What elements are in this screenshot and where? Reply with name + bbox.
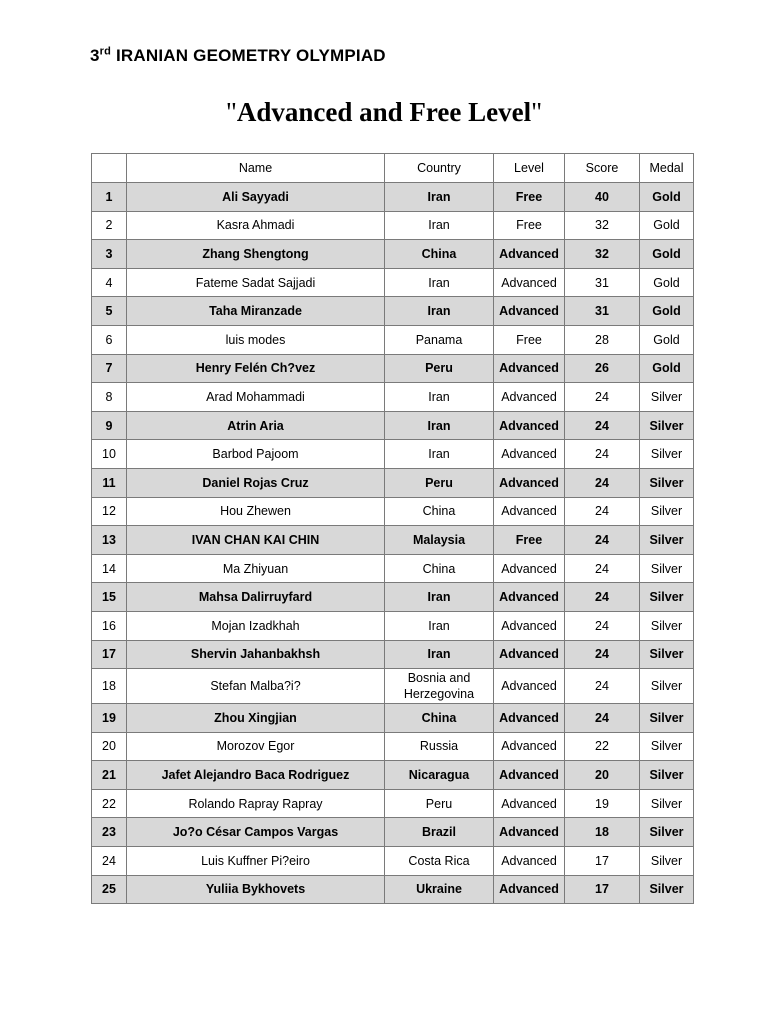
rank-cell: 5 xyxy=(92,297,127,326)
score-cell: 24 xyxy=(565,669,640,704)
country-cell: Malaysia xyxy=(385,526,494,555)
score-cell: 18 xyxy=(565,818,640,847)
table-row xyxy=(92,383,694,412)
rank-cell: 20 xyxy=(92,732,127,761)
table-row xyxy=(92,240,694,269)
table-row xyxy=(92,268,694,297)
score-cell: 20 xyxy=(565,761,640,790)
level-cell: Advanced xyxy=(494,240,565,269)
table-row xyxy=(92,640,694,669)
column-header-name: Name xyxy=(127,154,385,183)
medal-cell: Silver xyxy=(640,669,694,704)
table-row xyxy=(92,211,694,240)
rank-cell: 21 xyxy=(92,761,127,790)
medal-cell: Silver xyxy=(640,640,694,669)
medal-cell: Gold xyxy=(640,268,694,297)
level-cell: Advanced xyxy=(494,497,565,526)
score-cell: 24 xyxy=(565,468,640,497)
name-cell: Stefan Malba?i? xyxy=(127,669,385,704)
medal-cell: Silver xyxy=(640,440,694,469)
level-cell: Advanced xyxy=(494,669,565,704)
table-row xyxy=(92,875,694,904)
rank-cell: 25 xyxy=(92,875,127,904)
score-cell: 24 xyxy=(565,497,640,526)
name-cell: Jo?o César Campos Vargas xyxy=(127,818,385,847)
name-cell: Taha Miranzade xyxy=(127,297,385,326)
country-cell: China xyxy=(385,497,494,526)
name-cell: Daniel Rojas Cruz xyxy=(127,468,385,497)
level-cell: Advanced xyxy=(494,761,565,790)
rank-cell: 13 xyxy=(92,526,127,555)
rank-cell: 1 xyxy=(92,183,127,212)
column-header-country: Country xyxy=(385,154,494,183)
medal-cell: Silver xyxy=(640,554,694,583)
score-cell: 24 xyxy=(565,640,640,669)
name-cell: Mahsa Dalirruyfard xyxy=(127,583,385,612)
level-cell: Advanced xyxy=(494,583,565,612)
medal-cell: Silver xyxy=(640,818,694,847)
table-header-row xyxy=(92,154,694,183)
country-cell: Peru xyxy=(385,789,494,818)
name-cell: Zhou Xingjian xyxy=(127,704,385,733)
table-row xyxy=(92,761,694,790)
column-header-medal: Medal xyxy=(640,154,694,183)
rank-cell: 7 xyxy=(92,354,127,383)
name-cell: IVAN CHAN KAI CHIN xyxy=(127,526,385,555)
medal-cell: Silver xyxy=(640,468,694,497)
country-cell: China xyxy=(385,554,494,583)
country-cell: Iran xyxy=(385,611,494,640)
table-row xyxy=(92,183,694,212)
table-row xyxy=(92,789,694,818)
ordinal-number: 3 xyxy=(90,46,100,65)
medal-cell: Silver xyxy=(640,761,694,790)
country-cell: Bosnia and Herzegovina xyxy=(385,669,494,704)
medal-cell: Silver xyxy=(640,704,694,733)
results-body xyxy=(92,183,694,904)
country-cell: Iran xyxy=(385,411,494,440)
title-open-quote: " xyxy=(225,97,237,127)
level-cell: Advanced xyxy=(494,383,565,412)
name-cell: luis modes xyxy=(127,325,385,354)
score-cell: 24 xyxy=(565,611,640,640)
score-cell: 40 xyxy=(565,183,640,212)
name-cell: Atrin Aria xyxy=(127,411,385,440)
title-close-quote: " xyxy=(531,97,543,127)
score-cell: 17 xyxy=(565,875,640,904)
page-title xyxy=(0,97,768,128)
table-row xyxy=(92,325,694,354)
medal-cell: Silver xyxy=(640,497,694,526)
score-cell: 24 xyxy=(565,583,640,612)
rank-cell: 14 xyxy=(92,554,127,583)
medal-cell: Gold xyxy=(640,183,694,212)
rank-cell: 16 xyxy=(92,611,127,640)
country-cell: Peru xyxy=(385,354,494,383)
country-cell: Iran xyxy=(385,640,494,669)
score-cell: 32 xyxy=(565,211,640,240)
country-cell: Iran xyxy=(385,268,494,297)
level-cell: Advanced xyxy=(494,297,565,326)
rank-cell: 3 xyxy=(92,240,127,269)
medal-cell: Silver xyxy=(640,411,694,440)
level-cell: Advanced xyxy=(494,554,565,583)
table-row xyxy=(92,440,694,469)
score-cell: 24 xyxy=(565,383,640,412)
table-row xyxy=(92,669,694,704)
country-cell: Costa Rica xyxy=(385,847,494,876)
name-cell: Barbod Pajoom xyxy=(127,440,385,469)
medal-cell: Silver xyxy=(640,383,694,412)
level-cell: Free xyxy=(494,325,565,354)
table-row xyxy=(92,354,694,383)
country-cell: Iran xyxy=(385,183,494,212)
score-cell: 32 xyxy=(565,240,640,269)
rank-cell: 8 xyxy=(92,383,127,412)
medal-cell: Gold xyxy=(640,325,694,354)
level-cell: Free xyxy=(494,526,565,555)
level-cell: Free xyxy=(494,183,565,212)
name-cell: Fateme Sadat Sajjadi xyxy=(127,268,385,297)
name-cell: Morozov Egor xyxy=(127,732,385,761)
country-cell: Iran xyxy=(385,440,494,469)
name-cell: Zhang Shengtong xyxy=(127,240,385,269)
title-text: Advanced and Free Level xyxy=(236,97,532,127)
rank-cell: 12 xyxy=(92,497,127,526)
ordinal-suffix: rd xyxy=(99,45,112,58)
rank-cell: 11 xyxy=(92,468,127,497)
level-cell: Advanced xyxy=(494,354,565,383)
table-row xyxy=(92,297,694,326)
rank-cell: 19 xyxy=(92,704,127,733)
score-cell: 24 xyxy=(565,554,640,583)
level-cell: Advanced xyxy=(494,468,565,497)
table-row xyxy=(92,468,694,497)
score-cell: 19 xyxy=(565,789,640,818)
level-cell: Advanced xyxy=(494,818,565,847)
medal-cell: Silver xyxy=(640,611,694,640)
table-row xyxy=(92,526,694,555)
name-cell: Luis Kuffner Pi?eiro xyxy=(127,847,385,876)
table-row xyxy=(92,818,694,847)
table-row xyxy=(92,704,694,733)
level-cell: Advanced xyxy=(494,640,565,669)
level-cell: Advanced xyxy=(494,440,565,469)
level-cell: Advanced xyxy=(494,847,565,876)
score-cell: 31 xyxy=(565,297,640,326)
rank-cell: 15 xyxy=(92,583,127,612)
country-cell: Iran xyxy=(385,383,494,412)
name-cell: Jafet Alejandro Baca Rodriguez xyxy=(127,761,385,790)
country-cell: China xyxy=(385,704,494,733)
score-cell: 24 xyxy=(565,704,640,733)
olympiad-heading xyxy=(90,46,386,66)
rank-cell: 24 xyxy=(92,847,127,876)
level-cell: Advanced xyxy=(494,875,565,904)
score-cell: 28 xyxy=(565,325,640,354)
country-cell: China xyxy=(385,240,494,269)
table-row xyxy=(92,732,694,761)
country-cell: Iran xyxy=(385,583,494,612)
score-cell: 22 xyxy=(565,732,640,761)
score-cell: 24 xyxy=(565,411,640,440)
score-cell: 31 xyxy=(565,268,640,297)
level-cell: Advanced xyxy=(494,268,565,297)
medal-cell: Silver xyxy=(640,732,694,761)
name-cell: Hou Zhewen xyxy=(127,497,385,526)
name-cell: Yuliia Bykhovets xyxy=(127,875,385,904)
country-cell: Nicaragua xyxy=(385,761,494,790)
name-cell: Shervin Jahanbakhsh xyxy=(127,640,385,669)
name-cell: Arad Mohammadi xyxy=(127,383,385,412)
rank-cell: 4 xyxy=(92,268,127,297)
rank-cell: 23 xyxy=(92,818,127,847)
score-cell: 24 xyxy=(565,526,640,555)
country-cell: Brazil xyxy=(385,818,494,847)
medal-cell: Gold xyxy=(640,240,694,269)
column-header-score: Score xyxy=(565,154,640,183)
results-table xyxy=(91,153,694,904)
rank-cell: 22 xyxy=(92,789,127,818)
level-cell: Advanced xyxy=(494,789,565,818)
score-cell: 24 xyxy=(565,440,640,469)
table-row xyxy=(92,497,694,526)
table-row xyxy=(92,847,694,876)
score-cell: 26 xyxy=(565,354,640,383)
table-row xyxy=(92,554,694,583)
column-header-level: Level xyxy=(494,154,565,183)
country-cell: Russia xyxy=(385,732,494,761)
level-cell: Advanced xyxy=(494,732,565,761)
score-cell: 17 xyxy=(565,847,640,876)
medal-cell: Silver xyxy=(640,583,694,612)
medal-cell: Silver xyxy=(640,875,694,904)
rank-cell: 17 xyxy=(92,640,127,669)
country-cell: Panama xyxy=(385,325,494,354)
country-cell: Ukraine xyxy=(385,875,494,904)
level-cell: Free xyxy=(494,211,565,240)
name-cell: Henry Felén Ch?vez xyxy=(127,354,385,383)
name-cell: Rolando Rapray Rapray xyxy=(127,789,385,818)
level-cell: Advanced xyxy=(494,704,565,733)
rank-cell: 9 xyxy=(92,411,127,440)
column-header-index xyxy=(92,154,127,183)
medal-cell: Gold xyxy=(640,297,694,326)
level-cell: Advanced xyxy=(494,611,565,640)
rank-cell: 10 xyxy=(92,440,127,469)
name-cell: Ma Zhiyuan xyxy=(127,554,385,583)
level-cell: Advanced xyxy=(494,411,565,440)
rank-cell: 2 xyxy=(92,211,127,240)
medal-cell: Silver xyxy=(640,526,694,555)
event-name: IRANIAN GEOMETRY OLYMPIAD xyxy=(116,46,386,65)
medal-cell: Silver xyxy=(640,789,694,818)
name-cell: Kasra Ahmadi xyxy=(127,211,385,240)
table-row xyxy=(92,411,694,440)
table-row xyxy=(92,611,694,640)
rank-cell: 18 xyxy=(92,669,127,704)
country-cell: Peru xyxy=(385,468,494,497)
table-row xyxy=(92,583,694,612)
medal-cell: Gold xyxy=(640,211,694,240)
medal-cell: Silver xyxy=(640,847,694,876)
country-cell: Iran xyxy=(385,211,494,240)
name-cell: Ali Sayyadi xyxy=(127,183,385,212)
medal-cell: Gold xyxy=(640,354,694,383)
name-cell: Mojan Izadkhah xyxy=(127,611,385,640)
rank-cell: 6 xyxy=(92,325,127,354)
country-cell: Iran xyxy=(385,297,494,326)
